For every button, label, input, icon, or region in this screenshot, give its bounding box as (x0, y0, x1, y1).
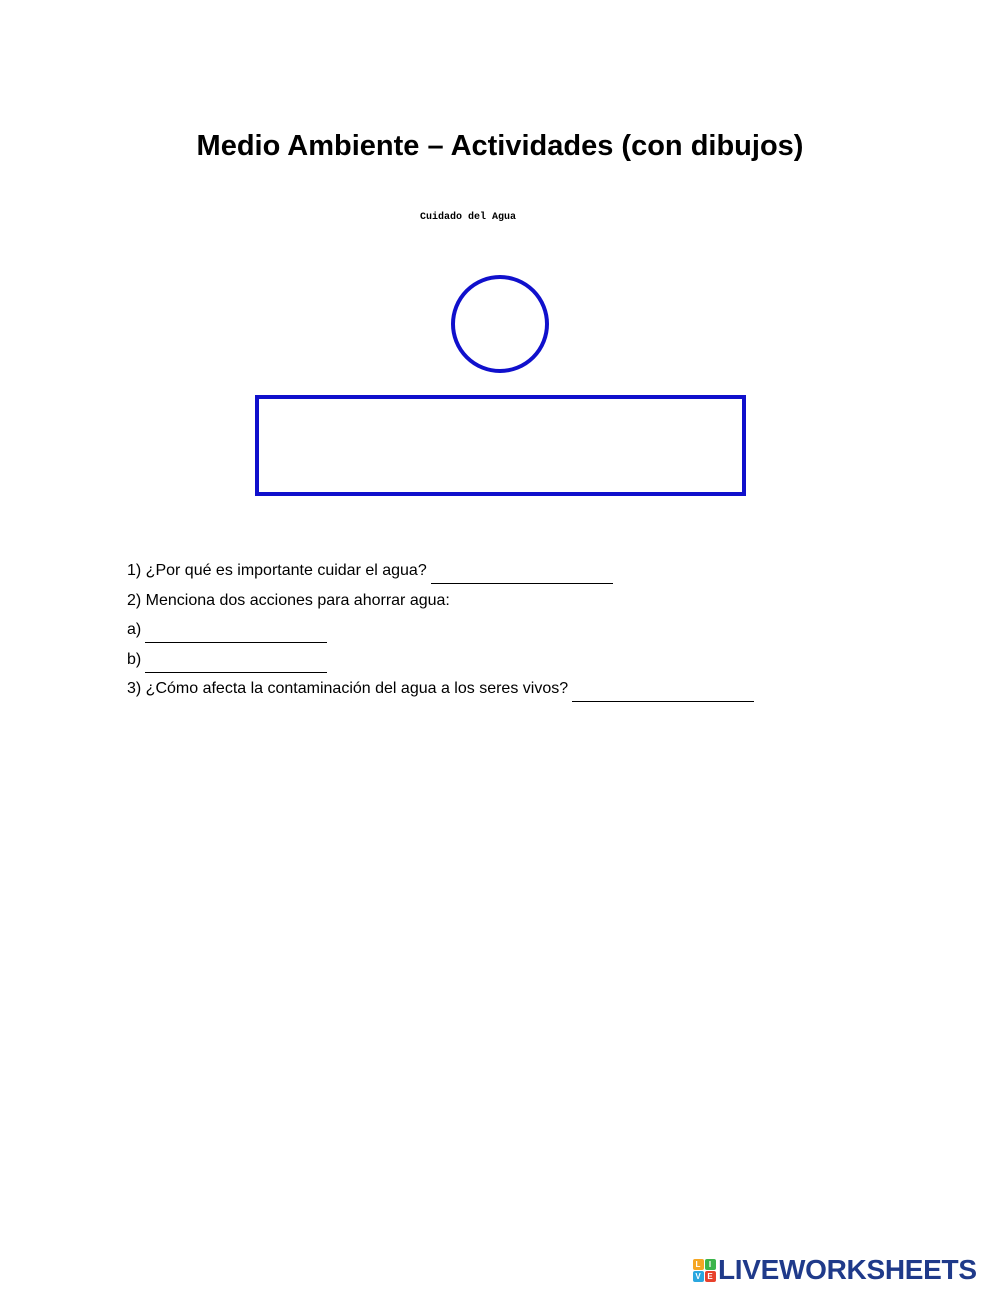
drawing-caption: Cuidado del Agua (419, 212, 516, 223)
question-3-text: 3) ¿Cómo afecta la contaminación del agua a los seres vivos? (127, 680, 569, 698)
logo-mark-icon (692, 1258, 716, 1282)
liveworksheets-logo (692, 1254, 977, 1285)
question-2a-text: a) (127, 621, 142, 639)
question-1 (127, 556, 754, 586)
answer-3-input[interactable] (572, 683, 754, 702)
question-3 (127, 674, 754, 704)
answer-1-input[interactable] (431, 565, 613, 584)
questions-list (127, 556, 754, 704)
page-title: Medio Ambiente – Actividades (con dibujos) (196, 130, 804, 162)
answer-2b-input[interactable] (145, 654, 327, 673)
question-2-text: 2) Menciona dos acciones para ahorrar agua: (127, 591, 450, 609)
drawing-rectangle (257, 397, 744, 494)
logo-mark-letter-l: L (693, 1259, 704, 1270)
question-2b-text: b) (127, 650, 142, 668)
logo-mark-letter-v: V (693, 1271, 704, 1282)
water-drawing (0, 0, 1000, 600)
answer-2a-input[interactable] (145, 624, 327, 643)
drawing-circle (453, 277, 547, 371)
logo-text: LIVEWORKSHEETS (718, 1254, 977, 1285)
question-2a (127, 615, 754, 645)
question-2 (127, 586, 754, 616)
question-1-text: 1) ¿Por qué es importante cuidar el agua? (127, 562, 427, 579)
logo-mark-letter-i: I (705, 1259, 716, 1270)
logo-mark-letter-e: E (705, 1271, 716, 1282)
question-2b (127, 645, 754, 675)
